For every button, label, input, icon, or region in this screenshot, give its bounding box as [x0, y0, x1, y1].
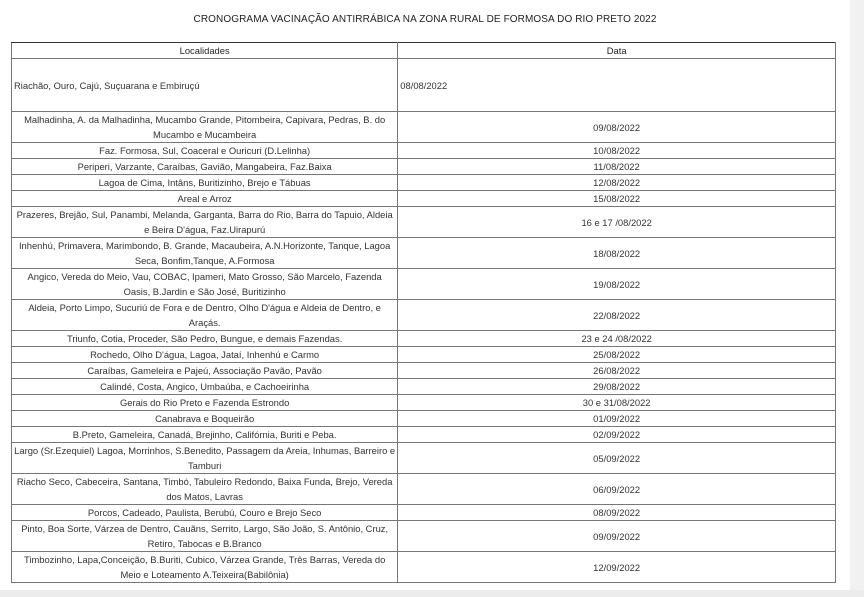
cell-localidades: Prazeres, Brejão, Sul, Panambi, Melanda, Garganta, Barra do Rio, Barra do Tapuio, Aldeia e Beira D'água, Faz.Uirapurú [12, 207, 398, 238]
cell-data: 29/08/2022 [398, 379, 836, 395]
table-row [12, 474, 836, 505]
table-row [12, 191, 836, 207]
cell-data: 01/09/2022 [398, 411, 836, 427]
cell-localidades: Calindé, Costa, Angico, Umbaúba, e Cachoeirinha [12, 379, 398, 395]
cell-data: 09/09/2022 [398, 521, 836, 552]
cell-data: 12/09/2022 [398, 552, 836, 583]
cell-data: 26/08/2022 [398, 363, 836, 379]
header-data: Data [398, 43, 836, 59]
cell-localidades: Faz. Formosa, Sul, Coaceral e Ouricuri (D.Lelinha) [12, 143, 398, 159]
cell-data: 06/09/2022 [398, 474, 836, 505]
cell-localidades: Periperi, Varzante, Caraíbas, Gavião, Mangabeira, Faz.Baixa [12, 159, 398, 175]
document-title: CRONOGRAMA VACINAÇÃO ANTIRRÁBICA NA ZONA RURAL DE FORMOSA DO RIO PRETO 2022 [193, 14, 657, 25]
cell-localidades: Riacho Seco, Cabeceira, Santana, Timbó, Tabuleiro Redondo, Baixa Funda, Brejo, Vereda dos Matos, Lavras [12, 474, 398, 505]
cell-data: 08/09/2022 [398, 505, 836, 521]
header-localidades: Localidades [12, 43, 398, 59]
table-row [12, 269, 836, 300]
table-row [12, 363, 836, 379]
cell-localidades: Canabrava e Boqueirão [12, 411, 398, 427]
table-row [12, 59, 836, 112]
cell-data: 22/08/2022 [398, 300, 836, 331]
cell-data: 23 e 24 /08/2022 [398, 331, 836, 347]
cell-data: 10/08/2022 [398, 143, 836, 159]
cell-localidades: Triunfo, Cotia, Proceder, São Pedro, Bungue, e demais Fazendas. [12, 331, 398, 347]
table-row [12, 427, 836, 443]
cell-localidades: Rochedo, Olho D'água, Lagoa, Jataí, Inhenhú e Carmo [12, 347, 398, 363]
table-row [12, 143, 836, 159]
table-row [12, 521, 836, 552]
cell-localidades: Malhadinha, A. da Malhadinha, Mucambo Grande, Pitombeira, Capivara, Pedras, B. do Mucambo e Mucambeira [12, 112, 398, 143]
table-row [12, 411, 836, 427]
table-row [12, 379, 836, 395]
table-row [12, 552, 836, 583]
cell-data: 25/08/2022 [398, 347, 836, 363]
cell-localidades: Lagoa de Cima, Intâns, Buritizinho, Brejo e Tábuas [12, 175, 398, 191]
cell-localidades: Riachão, Ouro, Cajú, Suçuarana e Embiruçú [12, 59, 398, 112]
cell-localidades: Largo (Sr.Ezequiel) Lagoa, Morrinhos, S.Benedito, Passagem da Areia, Inhumas, Barreiro e Tamburi [12, 443, 398, 474]
cell-localidades: Pinto, Boa Sorte, Várzea de Dentro, Cauãns, Serrito, Largo, São João, S. Antônio, Cruz, Retiro, Tabocas e B.Branco [12, 521, 398, 552]
cell-data: 02/09/2022 [398, 427, 836, 443]
cell-localidades: Angico, Vereda do Meio, Vau, COBAC, Ipameri, Mato Grosso, São Marcelo, Fazenda Oasis, B.Jardin e São José, Buritizinho [12, 269, 398, 300]
table-row [12, 300, 836, 331]
cell-data: 18/08/2022 [398, 238, 836, 269]
cell-data: 09/08/2022 [398, 112, 836, 143]
table-row [12, 207, 836, 238]
table-row [12, 347, 836, 363]
cell-localidades: Areal e Arroz [12, 191, 398, 207]
vertical-scrollbar[interactable] [850, 0, 864, 597]
table-row [12, 331, 836, 347]
page-bottom-edge [0, 590, 864, 597]
table-row [12, 238, 836, 269]
cell-localidades: Porcos, Cadeado, Paulista, Berubú, Couro e Brejo Seco [12, 505, 398, 521]
table-row [12, 443, 836, 474]
table-row [12, 159, 836, 175]
cell-localidades: Inhenhú, Primavera, Marimbondo, B. Grande, Macaubeira, A.N.Horizonte, Tanque, Lagoa Seca, Bonfim,Tanque, A.Formosa [12, 238, 398, 269]
table-row [12, 505, 836, 521]
cell-localidades: Gerais do Rio Preto e Fazenda Estrondo [12, 395, 398, 411]
cell-data: 30 e 31/08/2022 [398, 395, 836, 411]
table-header-row [12, 43, 836, 59]
cell-data: 15/08/2022 [398, 191, 836, 207]
cell-localidades: Timbozinho, Lapa,Conceição, B.Buriti, Cubico, Várzea Grande, Três Barras, Vereda do Meio e Loteamento A.Teixeira(Babilônia) [12, 552, 398, 583]
cell-localidades: Caraíbas, Gameleira e Pajeú, Associação Pavão, Pavão [12, 363, 398, 379]
cell-data: 12/08/2022 [398, 175, 836, 191]
schedule-table [11, 42, 836, 583]
cell-localidades: B.Preto, Gameleira, Canadá, Brejinho, Califórnia, Buriti e Peba. [12, 427, 398, 443]
cell-data: 08/08/2022 [398, 59, 836, 112]
cell-data: 05/09/2022 [398, 443, 836, 474]
cell-data: 11/08/2022 [398, 159, 836, 175]
cell-data: 16 e 17 /08/2022 [398, 207, 836, 238]
table-row [12, 112, 836, 143]
table-row [12, 395, 836, 411]
cell-data: 19/08/2022 [398, 269, 836, 300]
cell-localidades: Aldeia, Porto Limpo, Sucuriú de Fora e de Dentro, Olho D'água e Aldeia de Dentro, e Araçás. [12, 300, 398, 331]
table-row [12, 175, 836, 191]
